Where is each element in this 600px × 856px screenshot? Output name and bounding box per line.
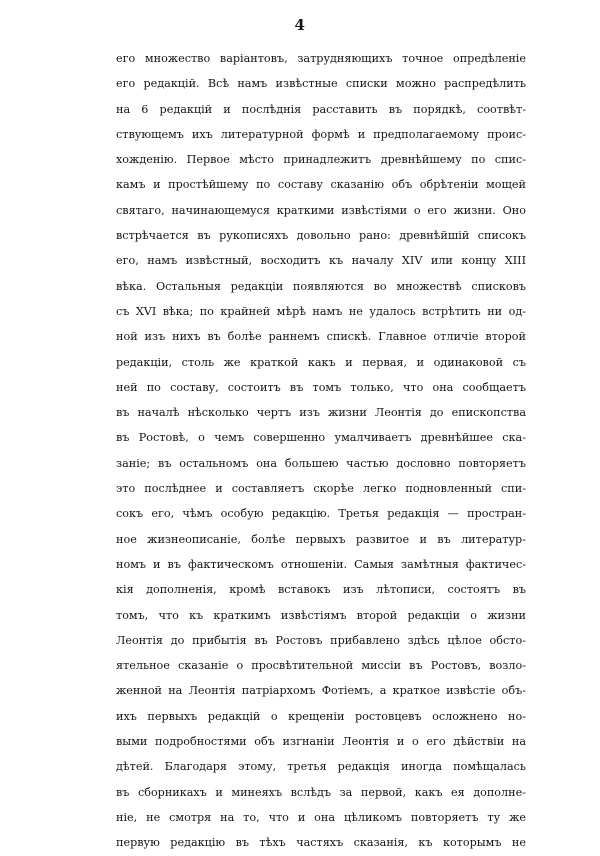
text-line: ней по составу, состоитъ въ томъ только, что она сообщаетъ	[116, 380, 526, 394]
text-line: на 6 редакцій и послѣднія расставить въ порядкѣ, соотвѣт-	[116, 102, 526, 116]
text-line: дѣтей. Благодаря этому, третья редакція иногда помѣщалась	[116, 760, 526, 774]
text-line: ніе, не смотря на то, что и она цѣликомъ повторяетъ ту же	[116, 810, 526, 824]
text-line: Леонтія до прибытія въ Ростовъ прибавлено здѣсь цѣлое обсто-	[116, 633, 526, 647]
text-line: въ Ростовѣ, о чемъ совершенно умалчиваетъ древнѣйшее ска-	[116, 431, 526, 445]
text-line: вѣка. Остальныя редакціи появляются во множествѣ списковъ	[116, 279, 526, 293]
text-line: кія дополненія, кромѣ вставокъ изъ лѣтописи, состоятъ въ	[116, 583, 526, 597]
text-line: встрѣчается въ рукописяхъ довольно рано: древнѣйшій списокъ	[116, 229, 526, 243]
text-line: редакціи, столь же краткой какъ и первая, и одинаковой съ	[116, 355, 526, 369]
text-line: первую редакцію въ тѣхъ частяхъ сказанія, къ которымъ не	[116, 836, 526, 850]
text-line: ятельное сказаніе о просвѣтительной миссіи въ Ростовъ, возло-	[116, 659, 526, 673]
text-line: заніе; въ остальномъ она большею частью дословно повторяетъ	[116, 456, 526, 470]
text-line: ное жизнеописаніе, болѣе первыхъ развитое и въ литератур-	[116, 532, 526, 546]
text-line: сокъ его, чѣмъ особую редакцію. Третья редакція — простран-	[116, 507, 526, 521]
text-line: номъ и въ фактическомъ отношеніи. Самыя замѣтныя фактичес-	[116, 557, 526, 571]
text-line: его редакцій. Всѣ намъ извѣстные списки можно распредѣлить	[116, 77, 526, 91]
text-line: въ сборникахъ и минеяхъ вслѣдъ за первой, какъ ея дополне-	[116, 785, 526, 799]
text-line: его, намъ извѣстный, восходитъ къ началу XIV или концу XIII	[116, 254, 526, 268]
text-line: въ началѣ нѣсколько чертъ изъ жизни Леонтія до епископства	[116, 406, 526, 420]
text-line: томъ, что къ краткимъ извѣстіямъ второй редакціи о жизни	[116, 608, 526, 622]
text-line: ствующемъ ихъ литературной формѣ и предполагаемому проис-	[116, 127, 526, 141]
text-line: съ XVI вѣка; по крайней мѣрѣ намъ не удалось встрѣтить ни од-	[116, 304, 526, 318]
text-line: его множество варіантовъ, затрудняющихъ точное опредѣленіе	[116, 52, 526, 65]
text-line: женной на Леонтія патріархомъ Фотіемъ, а краткое извѣстіе объ-	[116, 684, 526, 698]
text-line: святаго, начинающемуся краткими извѣстіями о его жизни. Оно	[116, 203, 526, 217]
body-text	[116, 46, 526, 856]
text-line: ихъ первыхъ редакцій о крещеніи ростовцевъ осложнено но-	[116, 709, 526, 723]
text-line: это послѣднее и составляетъ скорѣе легко подновленный спи-	[116, 482, 526, 496]
text-line: ной изъ нихъ въ болѣе раннемъ спискѣ. Главное отличіе второй	[116, 330, 526, 344]
page-number: 4	[294, 16, 306, 34]
text-line: хожденію. Первое мѣсто принадлежитъ древнѣйшему по спис-	[116, 153, 526, 167]
text-line: камъ и простѣйшему по составу сказанію объ обрѣтеніи мощей	[116, 178, 526, 192]
text-line: выми подробностями объ изгнаніи Леонтія и о его дѣйствіи на	[116, 735, 526, 749]
